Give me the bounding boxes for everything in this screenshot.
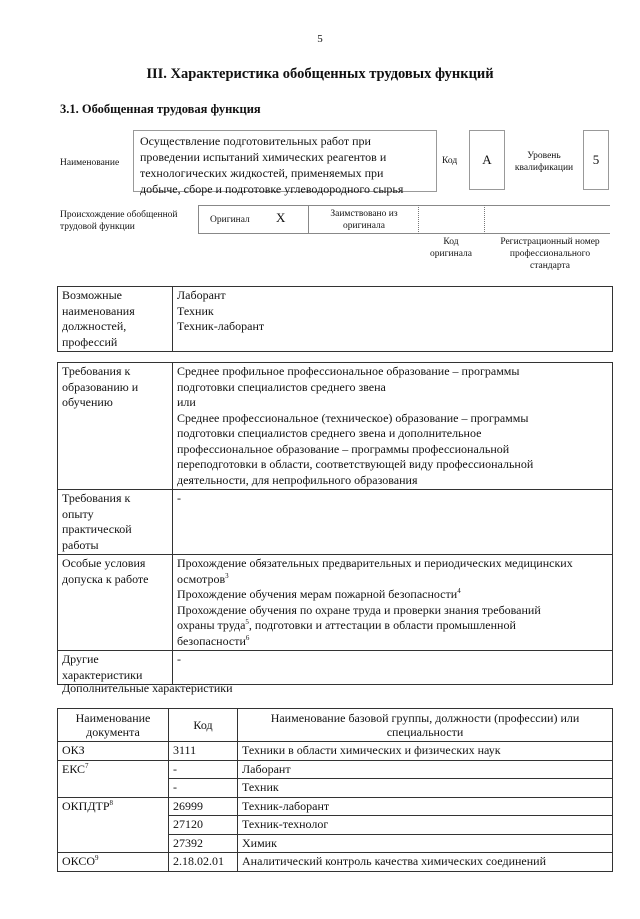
positions-values — [173, 287, 613, 352]
borrowed-label-line: Заимствовано из — [330, 209, 398, 219]
label-line: Требования к — [62, 364, 131, 378]
label-line: допуска к работе — [62, 571, 149, 586]
text-line: переподготовки в области, соответствующей виду профессиональной — [177, 457, 534, 471]
name-cell: Лаборант — [238, 760, 613, 779]
doc-text: ОКСО — [62, 854, 96, 868]
code-cell: - — [169, 779, 238, 798]
level-label-line: квалификации — [514, 163, 574, 173]
position-name: Лаборант — [177, 288, 226, 302]
level-label — [508, 150, 580, 174]
text-line: Прохождение обязательных предварительных и периодических медицинских — [177, 556, 573, 570]
label-line: наименования — [62, 303, 135, 318]
requirements-row — [58, 490, 613, 555]
header-line: специальности — [386, 725, 464, 739]
level-label-line: Уровень — [527, 151, 561, 161]
level-value: 5 — [583, 130, 609, 190]
origin-label-line: Происхождение обобщенной — [60, 210, 178, 220]
label-line: опыту — [62, 506, 94, 521]
doc-cell — [58, 797, 169, 853]
other-label — [58, 651, 173, 685]
original-label: Оригинал — [210, 215, 250, 225]
name-cell: Техник-лаборант — [238, 797, 613, 816]
label-line: Особые условия — [62, 556, 146, 570]
text-line — [177, 587, 608, 603]
other-value: - — [173, 651, 613, 685]
section-title: III. Характеристика обобщенных трудовых функций — [146, 66, 494, 82]
header-line: документа — [86, 725, 140, 739]
positions-table — [57, 286, 613, 352]
code-label: Код — [442, 156, 458, 166]
doc-text: ОКПДТР — [62, 798, 110, 813]
text-line — [177, 634, 608, 650]
additional-title: Дополнительные характеристики — [62, 681, 233, 695]
function-name-line: Осуществление подготовительных работ при — [140, 134, 371, 148]
text-line: подготовки специалистов среднего звена — [177, 379, 386, 394]
additional-table — [57, 708, 613, 872]
table-row — [58, 797, 613, 816]
label-line: характеристики — [62, 667, 143, 682]
text-part: , подготовки и аттестации в области промышленной — [248, 618, 516, 632]
code-cell: 3111 — [169, 742, 238, 761]
name-cell: Химик — [238, 834, 613, 853]
borrowed-label-line: оригинала — [343, 221, 385, 231]
text-part: охраны труда — [177, 618, 246, 632]
header-row — [58, 709, 613, 742]
function-name-box — [133, 130, 437, 196]
text-line: подготовки специалистов среднего звена и дополнительное — [177, 426, 482, 440]
original-mark: X — [276, 210, 286, 225]
table-row — [58, 742, 613, 761]
origin-label — [60, 209, 178, 233]
requirements-table — [57, 362, 613, 685]
conditions-text — [173, 555, 613, 651]
code-original-caption — [418, 236, 484, 260]
education-label — [58, 363, 173, 490]
origin-divider — [484, 205, 486, 234]
text-part: безопасности — [177, 633, 246, 648]
col-doc-header — [58, 709, 169, 742]
position-name: Техник — [177, 303, 214, 318]
label-line: практической — [62, 522, 132, 536]
col-name-header — [238, 709, 613, 742]
origin-label-line: трудовой функции — [60, 222, 135, 232]
footnote-ref: 8 — [109, 798, 114, 807]
label-line: должностей, — [62, 319, 127, 333]
caption-line: оригинала — [430, 249, 472, 259]
name-cell: Техник — [238, 779, 613, 798]
footnote-ref: 4 — [457, 587, 461, 595]
label-line: профессий — [62, 334, 118, 349]
code-cell: 26999 — [169, 797, 238, 816]
col-code-header: Код — [169, 709, 238, 742]
text-line: Прохождение обучения по охране труда и проверки знания требований — [177, 602, 541, 617]
experience-value: - — [173, 490, 613, 555]
text-line: деятельности, для непрофильного образования — [177, 472, 418, 487]
experience-label — [58, 490, 173, 555]
footnote-ref: 7 — [85, 761, 89, 770]
text-line: профессиональное образование – программы профессиональной — [177, 441, 510, 456]
name-cell: Аналитический контроль качества химических соединений — [238, 853, 613, 872]
table-row — [58, 853, 613, 872]
text-part: Прохождение обучения мерам пожарной безопасности — [177, 587, 458, 601]
education-text — [173, 363, 613, 490]
name-cell: Техник-технолог — [238, 816, 613, 835]
text-line — [177, 572, 608, 588]
doc-cell — [58, 853, 169, 872]
text-line: Среднее профессиональное (техническое) образование – программы — [177, 410, 529, 425]
doc-cell: ОКЗ — [58, 742, 169, 761]
code-cell: 27120 — [169, 816, 238, 835]
label-line: Возможные — [62, 288, 122, 302]
name-label: Наименование — [60, 158, 120, 168]
position-name: Техник-лаборант — [177, 319, 265, 333]
reg-number-caption — [488, 236, 612, 272]
requirements-row — [58, 363, 613, 490]
label-line: Другие — [62, 652, 99, 666]
function-name-line: технологических жидкостей, применяемых при — [140, 166, 384, 180]
requirements-row — [58, 555, 613, 651]
function-name-line: добыче, сборе и подготовке углеводородного сырья — [140, 182, 404, 196]
caption-line: стандарта — [530, 261, 570, 271]
caption-line: профессионального — [509, 249, 591, 259]
header-line: Наименование — [75, 711, 151, 725]
header-line: Наименование базовой группы, должности (профессии) или — [270, 711, 580, 725]
text-part: осмотров — [177, 571, 226, 586]
text-line: Среднее профильное профессиональное образование – программы — [177, 364, 520, 378]
label-line: работы — [62, 537, 99, 552]
caption-line: Регистрационный номер — [500, 237, 600, 247]
table-row — [58, 760, 613, 779]
code-cell: - — [169, 760, 238, 779]
footnote-ref: 9 — [95, 854, 99, 862]
positions-label — [58, 287, 173, 352]
caption-line: Код — [443, 237, 459, 247]
conditions-label — [58, 555, 173, 651]
subsection-title: 3.1. Обобщенная трудовая функция — [60, 102, 261, 116]
doc-text: ЕКС — [62, 761, 86, 776]
footnote-ref: 3 — [225, 571, 229, 580]
footnote-ref: 5 — [245, 618, 249, 626]
origin-divider — [308, 205, 309, 234]
origin-divider — [418, 205, 420, 234]
text-line: или — [177, 395, 196, 409]
label-line: образованию и — [62, 379, 139, 394]
text-line — [177, 618, 608, 634]
borrowed-label — [312, 208, 416, 232]
label-line: Требования к — [62, 491, 131, 505]
origin-divider — [198, 205, 199, 234]
code-cell: 27392 — [169, 834, 238, 853]
code-value: A — [469, 130, 505, 190]
page-number: 5 — [317, 33, 323, 45]
footnote-ref: 6 — [245, 633, 250, 642]
function-name-line: проведении испытаний химических реагентов и — [140, 150, 387, 164]
code-cell: 2.18.02.01 — [169, 853, 238, 872]
name-cell: Техники в области химических и физических наук — [238, 742, 613, 761]
positions-row — [58, 287, 613, 352]
label-line: обучению — [62, 395, 113, 409]
requirements-row — [58, 651, 613, 685]
doc-cell — [58, 760, 169, 797]
